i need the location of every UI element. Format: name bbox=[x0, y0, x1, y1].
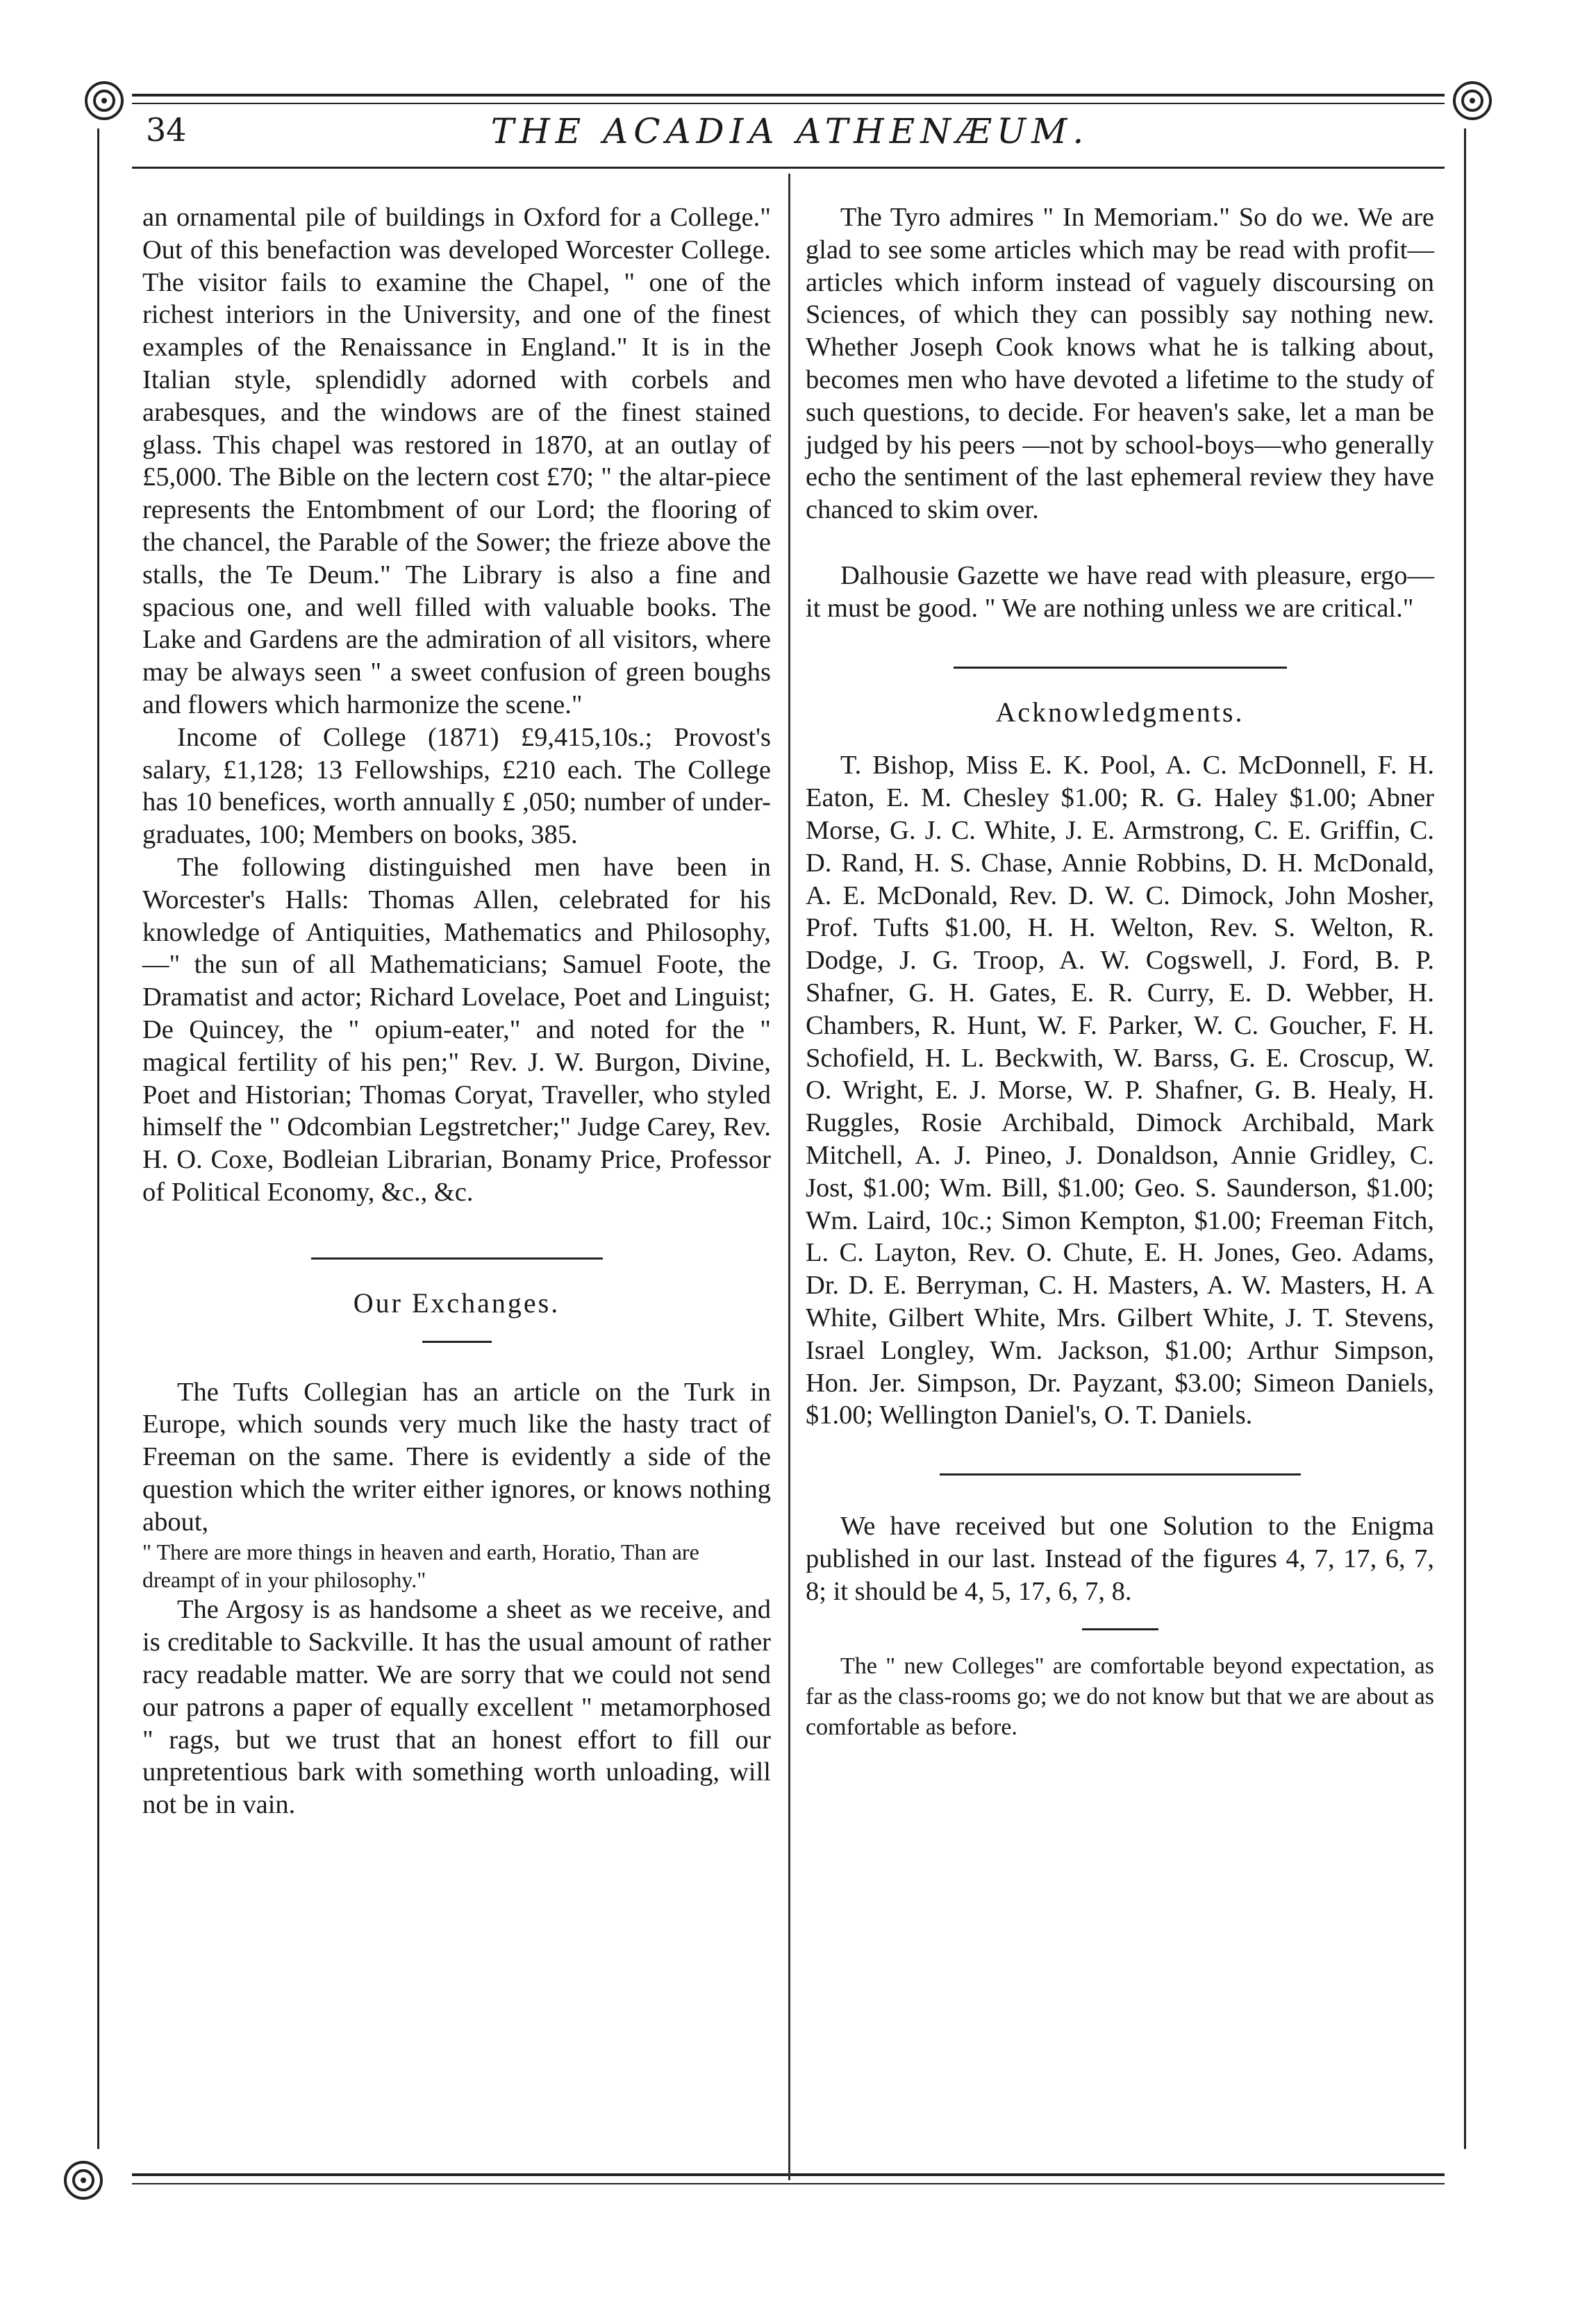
acknowledgments-list: T. Bishop, Miss E. K. Pool, A. C. McDonnell, F. H. Eaton, E. M. Chesley $1.00; R. G. Haley $1.00; Abner Morse, G. J. C. White, J. E. Armstrong, C. E. Griffin, C. D. Rand, H. S. Chase, Annie Robbins, D. H. McDonald, A. E. McDonald, Rev. D. W. C. Dimock, John Mosher, Prof. Tufts $1.00, H. H. Welton, Rev. S. Welton, R. Dodge, J. G. Troop, A. W. Cogswell, J. Ford, B. P. Shafner, G. H. Gates, E. R. Curry, E. D. Webber, H. Chambers, R. Hunt, W. F. Parker, W. C. Goucher, F. H. Schofield, H. L. Beckwith, W. Barss, G. E. Croscup, W. O. Wright, E. J. Morse, W. P. Shafner, G. B. Healy, H. Ruggles, Rosie Archibald, Dimock Archibald, Mark Mitchell, A. J. Pineo, J. Donaldson, Annie Gridley, C. Jost, $1.00; Wm. Bill, $1.00; Geo. S. Saunderson, $1.00; Wm. Laird, 10c.; Simon Kempton, $1.00; Freeman Fitch, L. C. Layton, Rev. O. Chute, E. H. Jones, Geo. Adams, Dr. D. E. Berryman, C. H. Masters, A. W. Masters, H. A White, Gilbert White, Mrs. Gilbert White, J. T. Stevens, Israel Longley, Wm. Jackson, $1.00; Arthur Simpson, Hon. Jer. Simpson, Dr. Payzant, $3.00; Simeon Daniels, $1.00; Wellington Daniel's, O. T. Daniels. bbox=[806, 751, 1434, 1430]
section-separator bbox=[954, 667, 1287, 669]
argosy-paragraph: The Argosy is as handsome a sheet as we receive, and is creditable to Sackville. It has the usual amount of rather racy readable matter. We are sorry that we could not send our patrons a paper of equally excellent " metamorphosed " rags, but we trust that an honest effort to fill our unpretentious bark with something worth unloading, will not be in vain. bbox=[142, 1595, 771, 1820]
new-colleges-paragraph: The " new Colleges" are comfortable beyond expectation, as far as the class-rooms go; we do not know but that we are about as comfortable as before. bbox=[806, 1653, 1434, 1741]
heading-rule bbox=[422, 1341, 492, 1343]
tyro-paragraph: The Tyro admires " In Memoriam." So do we. We are glad to see some articles which may be read with profit—articles which inform instead of vaguely discoursing on Sciences, of which they can possibly say nothing new. Whether Joseph Cook knows what he is talking about, becomes men who have devoted a lifetime to the study of such questions, to decide. For heaven's sake, let a man be judged by his peers —not by school-boys—who generally echo the sentiment of the last ephemeral review they have chanced to skim over. bbox=[806, 203, 1434, 525]
worcester-paragraph: an ornamental pile of buildings in Oxford for a College." Out of this benefaction was developed Worcester College. The visitor fails to examine the Chapel, " one of the richest interiors in the University, and one of the finest examples of the Renaissance in England." It is in the Italian style, splendidly adorned with corbels and arabesques, and the windows are of the finest stained glass. This chapel was restored in 1870, at an outlay of £5,000. The Bible on the lectern cost £70; " the altar-piece represents the Entombment of our Lord; the flooring of the chancel, the Parable of the Sower; the frieze above the stalls, the Te Deum." The Library is also a fine and spacious one, and well filled with valuable books. The Lake and Gardens are the admiration of all visitors, where may be always seen " a sweet confusion of green boughs and flowers which harmonize the scene." bbox=[142, 203, 771, 719]
left-column bbox=[142, 201, 771, 1821]
income-paragraph: Income of College (1871) £9,415,10s.; Provost's salary, £1,128; 13 Fellowships, £210 each. The College has 10 benefices, worth annually £ ,050; number of under-graduates, 100; Members on books, 385. bbox=[142, 722, 771, 850]
section-separator bbox=[311, 1257, 603, 1260]
top-rule-thin bbox=[132, 103, 1445, 104]
enigma-paragraph: We have received but one Solution to the Enigma published in our last. Instead of the figures 4, 7, 17, 6, 7, 8; it should be 4, 5, 17, 6, 7, 8. bbox=[806, 1512, 1434, 1606]
page-number: 34 bbox=[146, 111, 187, 149]
right-border bbox=[1464, 128, 1466, 2149]
dalhousie-paragraph: Dalhousie Gazette we have read with pleasure, ergo—it must be good. " We are nothing unless we are critical." bbox=[806, 560, 1434, 623]
spacer bbox=[806, 526, 1434, 560]
top-rule bbox=[132, 94, 1445, 97]
exchanges-heading: Our Exchanges. bbox=[353, 1287, 560, 1319]
section-separator-short bbox=[1082, 1628, 1158, 1630]
tufts-paragraph: The Tufts Collegian has an article on the Turk in Europe, which sounds very much like the hasty tract of Freeman on the same. There is evidently a side of the question which the writer either ignores, or knows nothing about, bbox=[142, 1377, 771, 1537]
section-separator bbox=[940, 1473, 1301, 1476]
distinguished-men-paragraph: The following distinguished men have been in Worcester's Halls: Thomas Allen, celebrated for his knowledge of Antiquities, Mathematics and Philosophy,—" the sun of all Mathematicians; Samuel Foote, the Dramatist and actor; Richard Lovelace, Poet and Linguist; De Quincey, the " opium-eater," and noted for the " magical fertility of his pen;" Rev. J. W. Burgon, Divine, Poet and Historian; Thomas Coryat, Traveller, who styled himself the " Odcombian Legstretcher;" Judge Carey, Rev. H. O. Coxe, Bodleian Librarian, Bonamy Price, Professor of Political Economy, &c., &c. bbox=[142, 852, 771, 1207]
right-column bbox=[806, 201, 1434, 1743]
left-border bbox=[97, 128, 99, 2149]
acknowledgments-heading: Acknowledgments. bbox=[995, 696, 1245, 728]
spacer bbox=[806, 728, 1434, 749]
bottom-rule-thin bbox=[132, 2183, 1445, 2184]
corner-ornament-bottom-left-icon bbox=[56, 2152, 111, 2208]
column-divider bbox=[788, 174, 790, 2180]
horatio-quote: " There are more things in heaven and earth, Horatio, Than are dreampt of in your philosophy." bbox=[142, 1539, 699, 1593]
running-title: THE ACADIA ATHENÆUM. bbox=[490, 111, 1090, 151]
header-underline bbox=[132, 167, 1445, 169]
